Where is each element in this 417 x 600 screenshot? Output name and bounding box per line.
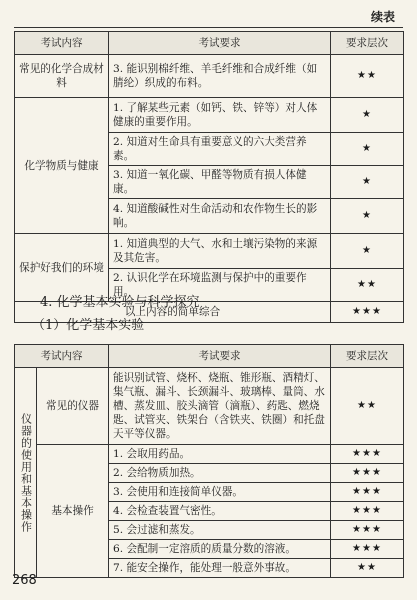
- requirement-cell: 4. 会检查装置气密性。: [109, 502, 331, 521]
- content-cell: 常见的化学合成材料: [15, 55, 109, 98]
- category-cell: [15, 368, 37, 578]
- level-cell: ★★: [331, 55, 404, 98]
- top-rule: [14, 27, 403, 28]
- requirements-table-2: [14, 344, 404, 578]
- level-cell: ★★★: [331, 464, 404, 483]
- level-cell: ★★★: [331, 540, 404, 559]
- level-cell: ★★★: [331, 302, 404, 323]
- requirement-cell: 6. 会配制一定溶质的质量分数的溶液。: [109, 540, 331, 559]
- requirement-cell: 2. 认识化学在环境监测与保护中的重要作用。: [109, 269, 331, 302]
- requirement-cell: 3. 能识别棉纤维、羊毛纤维和合成纤维（如腈纶）织成的布料。: [109, 55, 331, 98]
- level-cell: ★★★: [331, 502, 404, 521]
- table-header-row: [15, 345, 404, 368]
- requirement-cell: 1. 了解某些元素（如钙、铁、锌等）对人体健康的重要作用。: [109, 98, 331, 133]
- level-cell: ★: [331, 98, 404, 133]
- summary-cell: 以上内容的简单综合: [15, 302, 331, 323]
- level-cell: ★★: [331, 269, 404, 302]
- level-cell: ★★: [331, 559, 404, 578]
- col-header-level: 要求层次: [331, 345, 404, 368]
- level-cell: ★★★: [331, 483, 404, 502]
- requirement-cell: 7. 能安全操作，能处理一般意外事故。: [109, 559, 331, 578]
- col-header-requirement: 考试要求: [109, 345, 331, 368]
- col-header-content: 考试内容: [15, 32, 109, 55]
- requirement-cell: 4. 知道酸碱性对生命活动和农作物生长的影响。: [109, 199, 331, 234]
- section-heading: 4. 化学基本实验与科学探究: [40, 295, 200, 310]
- level-cell: ★: [331, 234, 404, 269]
- table-row: [15, 55, 404, 98]
- level-cell: ★: [331, 133, 404, 166]
- table-row: [15, 368, 404, 445]
- page-number: 268: [12, 573, 37, 588]
- requirements-table-1: [14, 31, 404, 323]
- requirement-cell: 3. 知道一氧化碳、甲醛等物质有损人体健康。: [109, 166, 331, 199]
- level-cell: ★★★: [331, 521, 404, 540]
- content-cell: 保护好我们的环境: [15, 234, 109, 302]
- requirement-cell: 1. 知道典型的大气、水和土壤污染物的来源及其危害。: [109, 234, 331, 269]
- category-label: 仪器的使用和基本操作: [19, 412, 33, 533]
- requirement-cell: 2. 知道对生命具有重要意义的六大类营养素。: [109, 133, 331, 166]
- content-cell: 化学物质与健康: [15, 98, 109, 234]
- level-cell: ★★: [331, 368, 404, 445]
- table-header-row: [15, 32, 404, 55]
- level-cell: ★: [331, 166, 404, 199]
- requirement-cell: 能识别试管、烧杯、烧瓶、锥形瓶、酒精灯、集气瓶、漏斗、长颈漏斗、玻璃棒、量筒、水槽、蒸发皿、胶头滴管（滴瓶）、药匙、燃烧匙、试管夹、铁架台（含铁夹、铁圈）和托盘天平等仪器。: [109, 368, 331, 445]
- continued-label: 续表: [370, 10, 395, 24]
- col-header-content: 考试内容: [15, 345, 109, 368]
- subsection-heading: （1）化学基本实验: [32, 318, 145, 333]
- subcategory-cell: 基本操作: [37, 445, 109, 578]
- requirement-cell: 1. 会取用药品。: [109, 445, 331, 464]
- requirement-cell: 5. 会过滤和蒸发。: [109, 521, 331, 540]
- subcategory-cell: 常见的仪器: [37, 368, 109, 445]
- level-cell: ★: [331, 199, 404, 234]
- requirement-cell: 2. 会给物质加热。: [109, 464, 331, 483]
- col-header-level: 要求层次: [331, 32, 404, 55]
- table-row: [15, 98, 404, 133]
- table-row: [15, 234, 404, 269]
- level-cell: ★★★: [331, 445, 404, 464]
- table-row: [15, 445, 404, 464]
- requirement-cell: 3. 会使用和连接简单仪器。: [109, 483, 331, 502]
- col-header-requirement: 考试要求: [109, 32, 331, 55]
